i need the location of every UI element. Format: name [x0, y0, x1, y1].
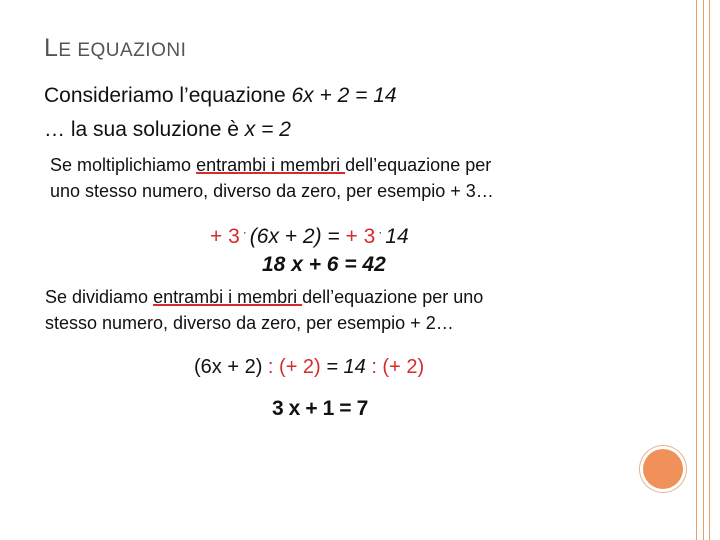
slide-title: [44, 34, 186, 63]
eq3-left-expression: (6x + 2): [194, 356, 263, 378]
frame-line-right: [709, 0, 710, 540]
solution-value: x = 2: [244, 118, 291, 141]
title-rest: E EQUAZIONI: [58, 40, 187, 61]
divisor-right: : (+ 2): [365, 356, 425, 378]
multiply-underlined: entrambi i membri: [196, 155, 346, 175]
multiply-equation: [210, 225, 409, 249]
eq1-right-value: 14: [385, 225, 409, 248]
solution-line: [44, 118, 291, 142]
intro-text: Consideriamo l’equazione: [44, 84, 292, 107]
dot-operator: ·: [242, 225, 247, 239]
eq3-right-value: = 14: [320, 356, 366, 378]
multiply-text-b: dell’equazione per: [345, 155, 492, 175]
intro-equation: 6x + 2 = 14: [291, 84, 397, 107]
multiplied-result: 18 x + 6 = 42: [262, 253, 386, 276]
eq1-left-expression: (6x + 2) =: [249, 225, 340, 248]
title-initial: L: [44, 34, 59, 62]
divisor-left: : (+ 2): [262, 356, 321, 378]
divide-paragraph: [45, 284, 483, 336]
multiply-text-a: Se moltiplichiamo: [50, 155, 197, 175]
divide-text-b: dell’equazione per uno: [302, 287, 484, 307]
divide-text-c: stesso numero, diverso da zero, per esempio + 2…: [45, 313, 454, 333]
divide-equation: [194, 356, 424, 379]
divide-underlined: entrambi i membri: [153, 287, 303, 307]
frame-line-left: [696, 0, 697, 540]
multiplier-right: + 3: [345, 225, 376, 248]
divided-result: 3x+1=7: [272, 397, 374, 420]
frame-line-middle: [703, 0, 704, 540]
dot-operator: ·: [378, 225, 383, 239]
solution-text: … la sua soluzione è: [44, 118, 245, 141]
equation-intro-line: [44, 84, 397, 108]
decorative-orb: [643, 449, 683, 489]
multiply-text-c: uno stesso numero, diverso da zero, per esempio + 3…: [50, 181, 494, 201]
multiply-paragraph: [50, 152, 494, 204]
divide-text-a: Se dividiamo: [45, 287, 154, 307]
multiplier-left: + 3: [210, 225, 240, 248]
